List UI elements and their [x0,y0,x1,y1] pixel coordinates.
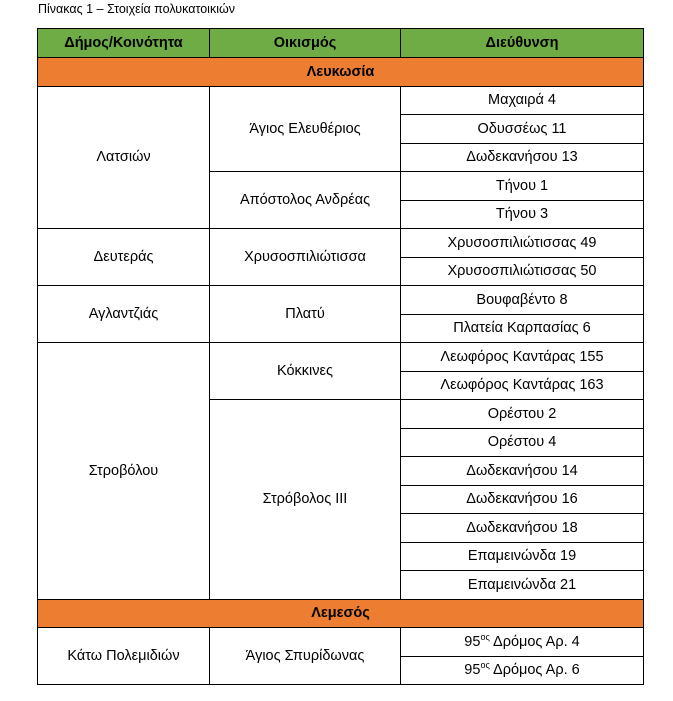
address-cell: Λεωφόρος Καντάρας 155 [401,343,644,372]
municipality-cell: Λατσιών [38,86,210,229]
address-cell [401,656,644,685]
settlement-cell: Πλατύ [210,286,401,343]
address-cell: Λεωφόρος Καντάρας 163 [401,371,644,400]
address-cell: Χρυσοσπιλιώτισσας 50 [401,257,644,286]
municipality-cell: Αγλαντζιάς [38,286,210,343]
address-cell: Πλατεία Καρπασίας 6 [401,314,644,343]
buildings-table [37,28,644,685]
address-street: Δρόμος Αρ. 4 [489,633,580,650]
settlement-cell: Απόστολος Ανδρέας [210,172,401,229]
address-cell: Ορέστου 4 [401,428,644,457]
table-row [38,343,644,372]
municipality-cell: Κάτω Πολεμιδιών [38,628,210,685]
settlement-cell: Άγιος Σπυρίδωνας [210,628,401,685]
region-name: Λεμεσός [38,599,644,628]
address-cell: Τήνου 3 [401,200,644,229]
region-name: Λευκωσία [38,58,644,87]
address-cell: Μαχαιρά 4 [401,86,644,115]
table-caption: Πίνακας 1 – Στοιχεία πολυκατοικιών [38,2,235,16]
address-cell: Δωδεκανήσου 14 [401,457,644,486]
municipality-cell: Στροβόλου [38,343,210,600]
address-cell: Επαμεινώνδα 19 [401,542,644,571]
settlement-cell: Στρόβολος ΙΙΙ [210,400,401,600]
address-cell: Χρυσοσπιλιώτισσας 49 [401,229,644,258]
settlement-cell: Χρυσοσπιλιώτισσα [210,229,401,286]
region-row [38,58,644,87]
address-street: Δρόμος Αρ. 6 [489,662,580,679]
settlement-cell: Άγιος Ελευθέριος [210,86,401,172]
address-cell: Επαμεινώνδα 21 [401,571,644,600]
address-number: 95 [464,633,481,650]
municipality-cell: Δευτεράς [38,229,210,286]
table-row [38,286,644,315]
address-cell: Δωδεκανήσου 13 [401,143,644,172]
address-cell: Βουφαβέντο 8 [401,286,644,315]
column-header-settlement: Οικισμός [210,29,401,58]
address-cell: Δωδεκανήσου 16 [401,485,644,514]
column-header-address: Διεύθυνση [401,29,644,58]
table-row [38,229,644,258]
address-cell: Τήνου 1 [401,172,644,201]
header-row [38,29,644,58]
table-row [38,628,644,657]
settlement-cell: Κόκκινες [210,343,401,400]
ordinal-suffix: ος [480,660,490,671]
address-cell [401,628,644,657]
address-number: 95 [464,662,481,679]
table-row [38,86,644,115]
address-cell: Δωδεκανήσου 18 [401,514,644,543]
address-cell: Οδυσσέως 11 [401,115,644,144]
region-row [38,599,644,628]
ordinal-suffix: ος [480,631,490,642]
address-cell: Ορέστου 2 [401,400,644,429]
column-header-municipality: Δήμος/Κοινότητα [38,29,210,58]
